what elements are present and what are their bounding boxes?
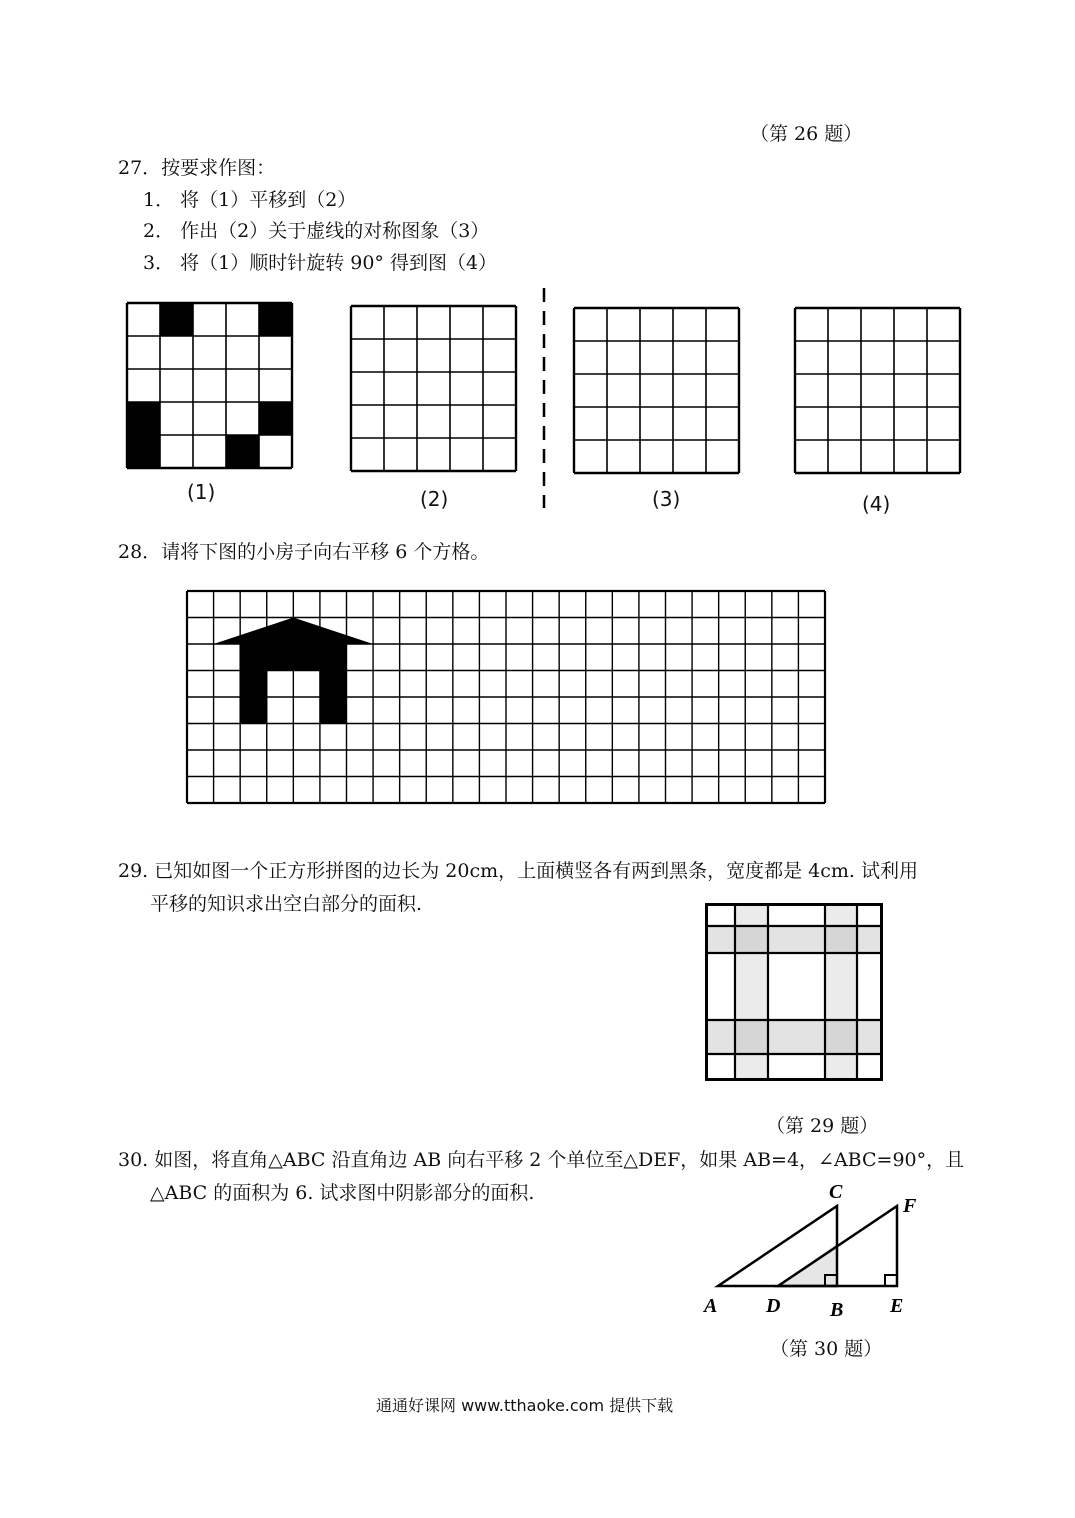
label-e: E	[890, 1295, 904, 1317]
q28-text: 28．请将下图的小房子向右平移 6 个方格。	[118, 541, 490, 563]
grid-label-4: (4)	[862, 492, 891, 516]
grid-label-3: (3)	[652, 487, 681, 511]
grid-1-black-cell	[226, 435, 259, 468]
q30-caption: （第 30 题）	[770, 1338, 883, 1360]
footer-text: 通通好课网 www.tthaoke.com 提供下载	[376, 1396, 674, 1415]
triangle-figure	[700, 1181, 940, 1330]
grid-1-black-cell	[259, 303, 292, 336]
q27-title: 27．按要求作图：	[118, 157, 276, 179]
label-d: D	[766, 1295, 781, 1317]
square-puzzle-figure	[705, 903, 883, 1081]
q29-line-2: 平移的知识求出空白部分的面积.	[150, 893, 423, 915]
grid-label-1: (1)	[187, 480, 216, 504]
label-f: F	[903, 1195, 917, 1217]
label-a: A	[704, 1295, 718, 1317]
q29-caption: （第 29 题）	[766, 1115, 879, 1137]
grid-1-black-cell	[259, 402, 292, 435]
label-b: B	[830, 1299, 844, 1321]
grid-1-black-cell	[127, 435, 160, 468]
q27-step-2: 2． 作出（2）关于虚线的对称图象（3）	[143, 220, 490, 242]
q27-step-1: 1． 将（1）平移到（2）	[143, 189, 357, 211]
right-angle-mark-e	[885, 1275, 897, 1286]
q30-line-2: △ABC 的面积为 6. 试求图中阴影部分的面积.	[150, 1182, 535, 1204]
house-grid	[187, 591, 827, 805]
grid-1-black-cell	[127, 402, 160, 435]
grid-1	[127, 303, 293, 469]
symmetry-dashed-line	[542, 288, 546, 508]
q27-step-3: 3． 将（1）顺时针旋转 90° 得到图（4）	[143, 252, 498, 274]
label-c: C	[829, 1181, 843, 1203]
grid-2	[351, 306, 517, 472]
q29-line-1: 29. 已知如图一个正方形拼图的边长为 20cm，上面横竖各有两到黑条，宽度都是 4cm. 试利用	[118, 860, 918, 882]
q26-caption: （第 26 题）	[750, 123, 863, 145]
grid-label-2: (2)	[420, 487, 449, 511]
grid-4	[795, 308, 961, 474]
grid-3	[574, 308, 740, 474]
grid-1-black-cell	[160, 303, 193, 336]
q30-line-1: 30. 如图，将直角△ABC 沿直角边 AB 向右平移 2 个单位至△DEF，如果 AB=4，∠ABC=90°，且	[118, 1149, 965, 1171]
